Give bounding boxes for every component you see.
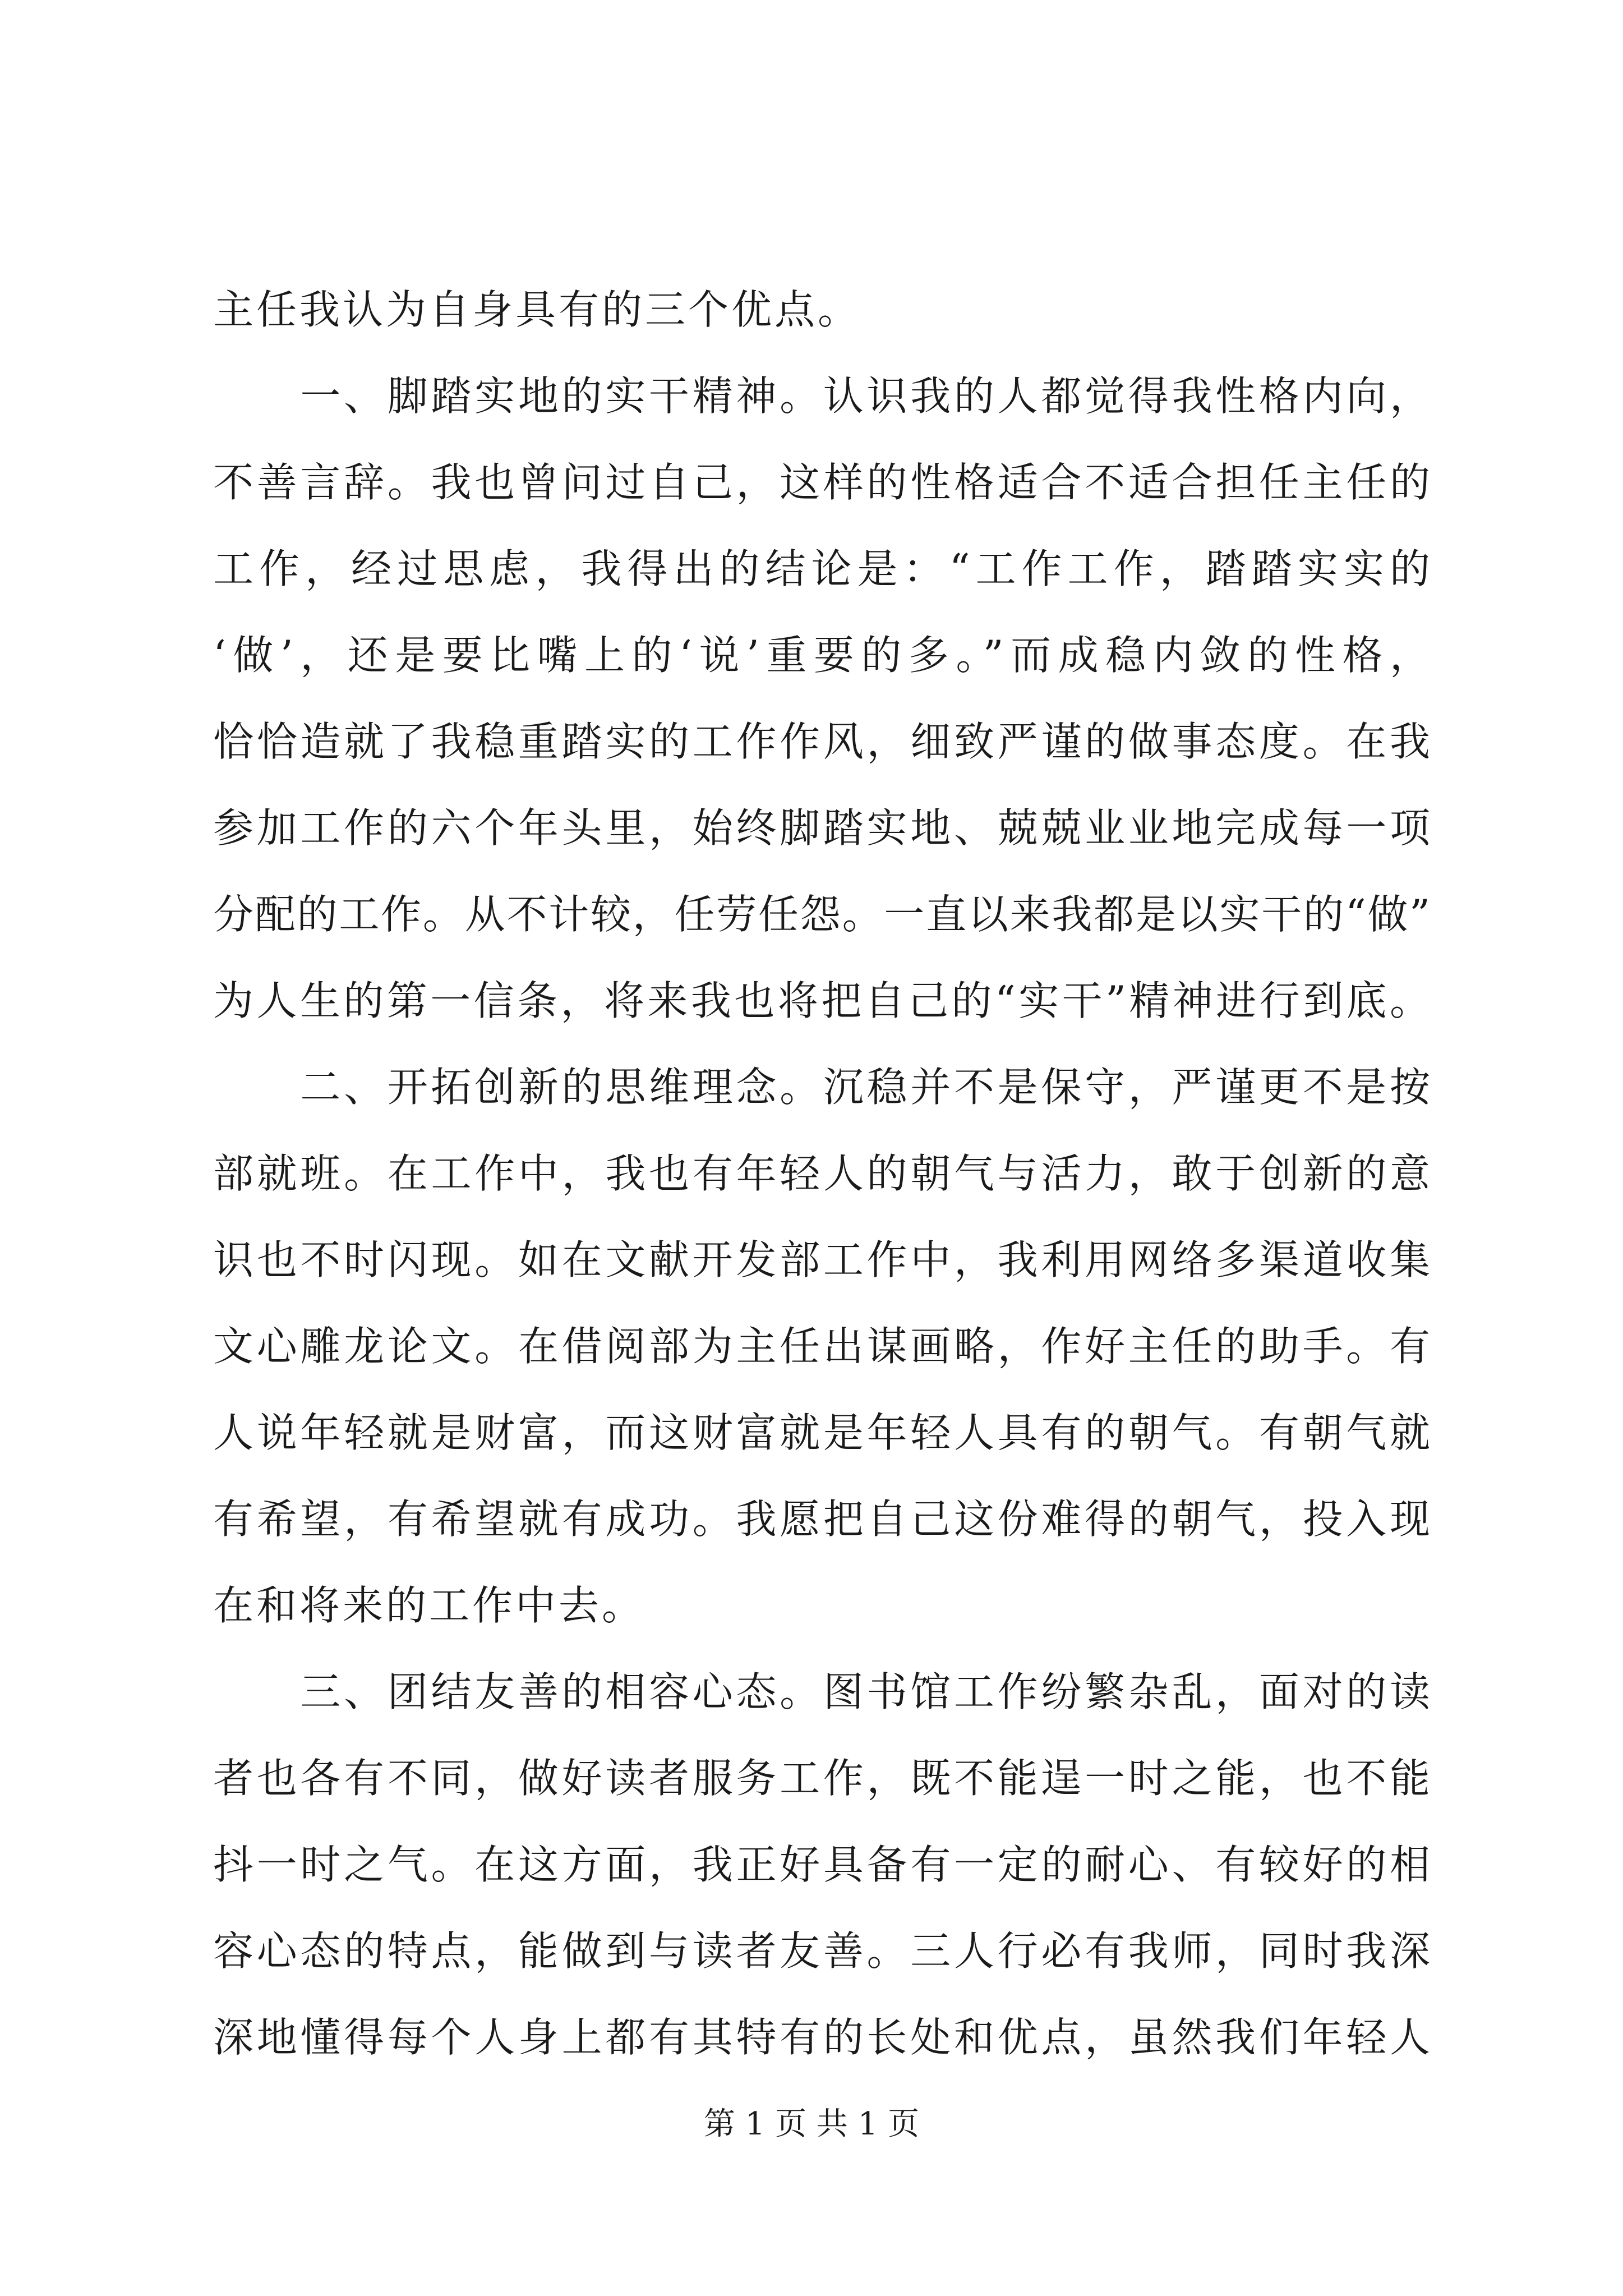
page-footer bbox=[0, 2105, 1623, 2144]
text-line: 容心态的特点，能做到与读者友善。三人行必有我师，同时我深 bbox=[213, 1927, 1430, 1975]
text-line: 二、开拓创新的思维理念。沉稳并不是保守，严谨更不是按 bbox=[213, 1064, 1430, 1111]
text-line: 主任我认为自身具有的三个优点。 bbox=[213, 286, 861, 333]
text-line: 深地懂得每个人身上都有其特有的长处和优点，虽然我们年轻人 bbox=[213, 2014, 1430, 2061]
text-line: 部就班。在工作中，我也有年轻人的朝气与活力，敢于创新的意 bbox=[213, 1150, 1430, 1197]
text-line: 一、脚踏实地的实干精神。认识我的人都觉得我性格内向， bbox=[213, 372, 1430, 420]
text-line: 者也各有不同，做好读者服务工作，既不能逞一时之能，也不能 bbox=[213, 1755, 1430, 1802]
text-line: 人说年轻就是财富，而这财富就是年轻人具有的朝气。有朝气就 bbox=[213, 1409, 1430, 1456]
text-line: 文心雕龙论文。在借阅部为主任出谋画略，作好主任的助手。有 bbox=[213, 1323, 1430, 1370]
text-line: 识也不时闪现。如在文献开发部工作中，我利用网络多渠道收集 bbox=[213, 1236, 1430, 1283]
text-line: 恰恰造就了我稳重踏实的工作作风，细致严谨的做事态度。在我 bbox=[213, 718, 1430, 765]
document-body bbox=[213, 266, 1430, 2081]
text-line: 为人生的第一信条，将来我也将把自己的“实干”精神进行到底。 bbox=[213, 977, 1430, 1024]
text-line: 三、团结友善的相容心态。图书馆工作纷繁杂乱，面对的读 bbox=[213, 1668, 1430, 1715]
text-line: 工作，经过思虑，我得出的结论是：“工作工作，踏踏实实的 bbox=[213, 545, 1430, 592]
text-line: ‘做’，还是要比嘴上的‘说’重要的多。”而成稳内敛的性格， bbox=[213, 632, 1430, 679]
text-line: 分配的工作。从不计较，任劳任怨。一直以来我都是以实干的“做” bbox=[213, 891, 1430, 938]
text-line: 抖一时之气。在这方面，我正好具备有一定的耐心、有较好的相 bbox=[213, 1841, 1430, 1888]
text-line: 在和将来的工作中去。 bbox=[213, 1582, 645, 1629]
text-line: 参加工作的六个年头里，始终脚踏实地、兢兢业业地完成每一项 bbox=[213, 804, 1430, 852]
page-number-label: 第 1 页 共 1 页 bbox=[703, 2106, 920, 2142]
text-line: 不善言辞。我也曾问过自己，这样的性格适合不适合担任主任的 bbox=[213, 459, 1430, 506]
text-line: 有希望，有希望就有成功。我愿把自己这份难得的朝气，投入现 bbox=[213, 1496, 1430, 1543]
